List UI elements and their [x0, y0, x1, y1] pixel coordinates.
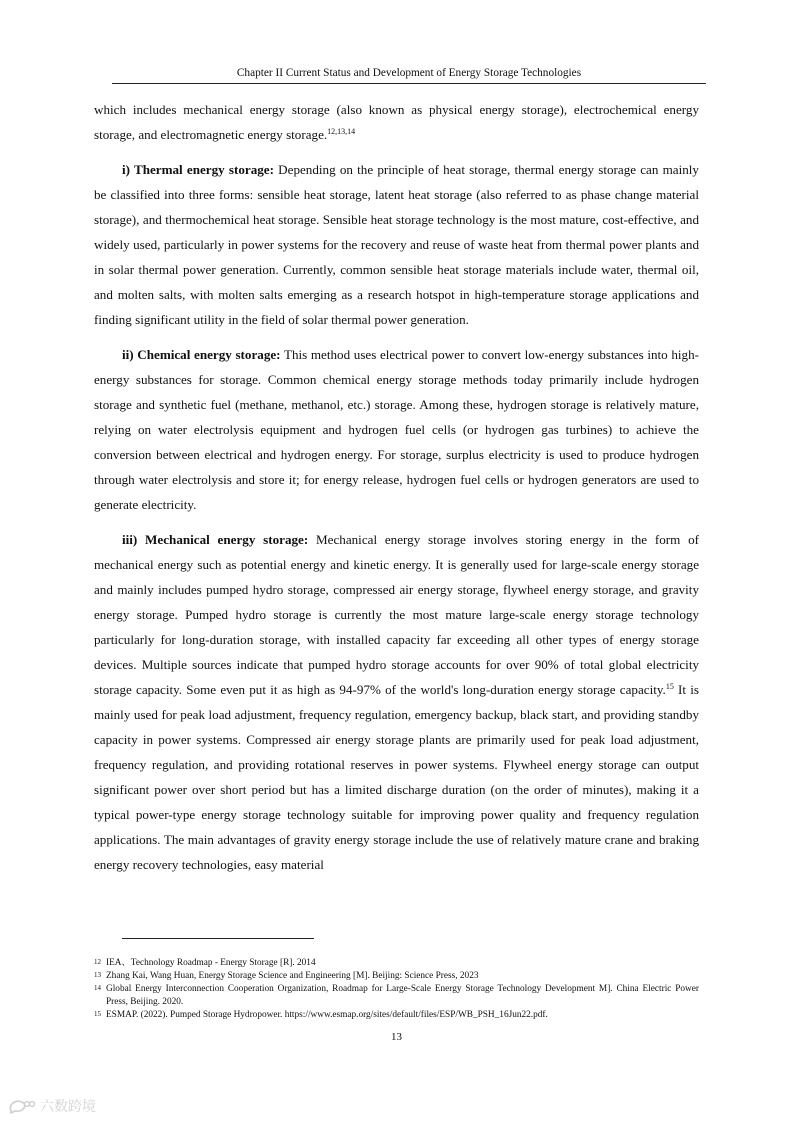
- paragraph-chemical-text: This method uses electrical power to convert low-energy substances into high-energy substances for storage. Common chemical energy storage methods today primarily include hydrogen storage and synthetic fuel (methane, methanol, etc.) storage. Among these, hydrogen storage is relatively mature, relying on water electrolysis equipment and hydrogen fuel cells (or hydrogen gas turbines) to achieve the conversion between electrical and hydrogen energy. For storage, surplus electricity is used to produce hydrogen through water electrolysis and store it; for energy release, hydrogen fuel cells or hydrogen generators are used to generate electricity.: [94, 347, 699, 512]
- footnote-number: 12: [94, 958, 101, 966]
- footnote-number: 13: [94, 971, 101, 979]
- paragraph-mechanical: [94, 527, 699, 877]
- footnote: [94, 970, 699, 983]
- heading-mechanical: iii) Mechanical energy storage:: [122, 532, 309, 547]
- running-header: Chapter II Current Status and Development of Energy Storage Technologies: [236, 67, 582, 79]
- footnote-text: ESMAP. (2022). Pumped Storage Hydropower. https://www.esmap.org/sites/default/files/ESP/WB_PSH_16Jun22.pdf.: [106, 1010, 548, 1020]
- footnote: [94, 1009, 699, 1022]
- footnote-text: Global Energy Interconnection Cooperation Organization, Roadmap for Large-Scale Energy Storage Technology Development M]. China Electric Power Press, Beijing. 2020.: [106, 984, 699, 1007]
- footnote: [94, 983, 699, 1009]
- heading-thermal: i) Thermal energy storage:: [122, 162, 274, 177]
- watermark: [8, 1096, 96, 1116]
- paragraph-mechanical-text-a: Mechanical energy storage involves storing energy in the form of mechanical energy such as potential energy and kinetic energy. It is generally used for large-scale energy storage and mainly includes pumped hydro storage, compressed air energy storage, flywheel energy storage, and gravity energy storage. Pumped hydro storage is currently the most mature large-scale energy storage technology particularly for long-duration storage, with installed capacity far exceeding all other types of energy storage devices. Multiple sources indicate that pumped hydro storage accounts for over 90% of total global electricity storage capacity. Some even put it as high as 94-97% of the world's long-duration energy storage capacity.: [94, 532, 699, 697]
- paragraph-thermal-text: Depending on the principle of heat storage, thermal energy storage can mainly be classified into three forms: sensible heat storage, latent heat storage (also referred to as phase change material storage), and thermochemical heat storage. Sensible heat storage technology is the most mature, cost-effective, and widely used, particularly in power systems for the recovery and reuse of waste heat from thermal power plants and in solar thermal power generation. Currently, common sensible heat storage materials include water, thermal oil, and molten salts, with molten salts emerging as a research hotspot in high-temperature storage applications and finding significant utility in the field of solar thermal power generation.: [94, 162, 699, 327]
- citation-12-14: 12,13,14: [327, 127, 356, 136]
- paragraph-intro: [94, 97, 699, 147]
- footnote-text: Zhang Kai, Wang Huan, Energy Storage Science and Engineering [M]. Beijing: Science Press, 2023: [106, 971, 479, 981]
- citation-15: 15: [665, 682, 674, 691]
- chat-bubble-icon: [8, 1098, 36, 1114]
- footnote-number: 15: [94, 1010, 101, 1018]
- footnote-text: IEA、Technology Roadmap - Energy Storage [R]. 2014: [106, 958, 316, 968]
- paragraph-thermal: [94, 157, 699, 332]
- footnotes: [94, 957, 699, 1022]
- paragraph-intro-text: which includes mechanical energy storage (also known as physical energy storage), electrochemical energy storage, and electromagnetic energy storage.: [94, 102, 699, 142]
- header-divider: [112, 83, 706, 84]
- footnote-divider: [122, 938, 314, 939]
- page-number: 13: [391, 1031, 402, 1043]
- footnote: [94, 957, 699, 970]
- paragraph-chemical: [94, 342, 699, 517]
- watermark-text: 六数跨境: [40, 1099, 96, 1115]
- footnote-number: 14: [94, 984, 101, 992]
- body-text: [94, 97, 699, 887]
- heading-chemical: ii) Chemical energy storage:: [122, 347, 281, 362]
- paragraph-mechanical-text-b: It is mainly used for peak load adjustment, frequency regulation, emergency backup, black start, and providing standby capacity in power systems. Compressed air energy storage plants are primarily used for peak load adjustment, frequency regulation, and providing rotational reserves in power systems. Flywheel energy storage can output significant power over short period but has a limited discharge duration (on the order of minutes), making it a typical power-type energy storage technology suitable for improving power quality and frequency regulation applications. The main advantages of gravity energy storage include the use of relatively mature crane and braking energy recovery technologies, easy material: [94, 682, 699, 872]
